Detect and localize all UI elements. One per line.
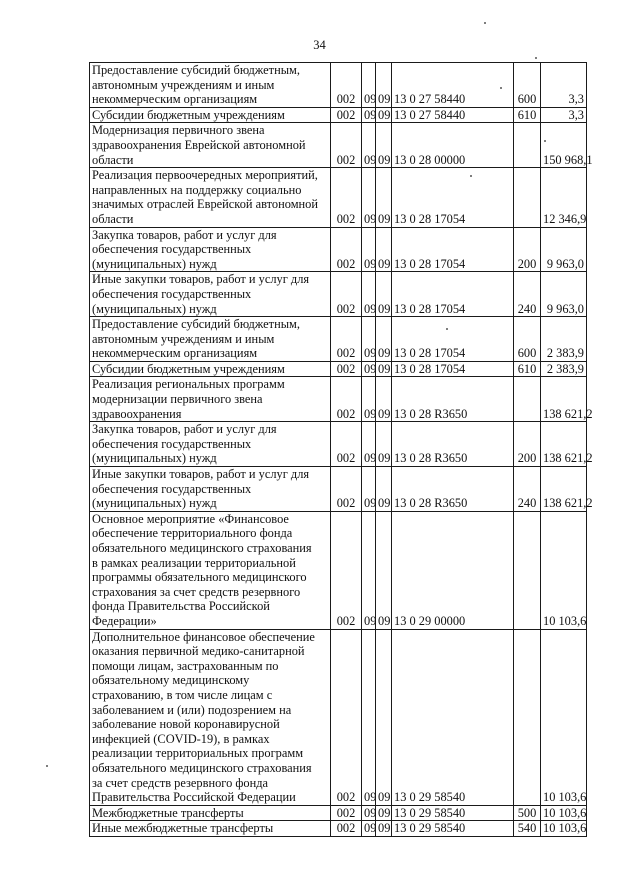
- table-row: [90, 629, 587, 805]
- expense-type-code: 600: [514, 317, 541, 362]
- row-name: Предоставление субсидий бюджетным, автономным учреждениям и иным некоммерческим организациям: [90, 317, 331, 362]
- table-row: [90, 821, 587, 837]
- ministry-code: 002: [331, 467, 362, 512]
- target-article-code: 13 0 28 R3650: [392, 377, 514, 422]
- scan-speck: [535, 57, 537, 59]
- table-row: [90, 361, 587, 377]
- section-code: 09: [362, 317, 376, 362]
- expense-type-code: [514, 511, 541, 629]
- ministry-code: 002: [331, 63, 362, 108]
- section-code: 09: [362, 107, 376, 123]
- amount-value: 10 103,6: [541, 511, 587, 629]
- target-article-code: 13 0 29 58540: [392, 629, 514, 805]
- ministry-code: 002: [331, 227, 362, 272]
- table-row: [90, 805, 587, 821]
- target-article-code: 13 0 29 58540: [392, 805, 514, 821]
- section-code: 09: [362, 377, 376, 422]
- ministry-code: 002: [331, 168, 362, 227]
- target-article-code: 13 0 29 58540: [392, 821, 514, 837]
- subsection-code: 09: [376, 123, 392, 168]
- section-code: 09: [362, 821, 376, 837]
- expense-type-code: 200: [514, 422, 541, 467]
- target-article-code: 13 0 27 58440: [392, 63, 514, 108]
- row-name: Закупка товаров, работ и услуг для обеспечения государственных (муниципальных) нужд: [90, 422, 331, 467]
- expense-type-code: [514, 168, 541, 227]
- row-name: Реализация первоочередных мероприятий, направленных на поддержку социально значимых отраслей Еврейской автономной области: [90, 168, 331, 227]
- section-code: 09: [362, 511, 376, 629]
- ministry-code: 002: [331, 377, 362, 422]
- row-name: Реализация региональных программ модернизации первичного звена здравоохранения: [90, 377, 331, 422]
- section-code: 09: [362, 168, 376, 227]
- section-code: 09: [362, 805, 376, 821]
- row-name: Субсидии бюджетным учреждениям: [90, 107, 331, 123]
- target-article-code: 13 0 28 17054: [392, 227, 514, 272]
- amount-value: 12 346,9: [541, 168, 587, 227]
- scan-speck: [446, 328, 448, 330]
- expense-type-code: 600: [514, 63, 541, 108]
- expense-type-code: 240: [514, 467, 541, 512]
- target-article-code: 13 0 28 17054: [392, 168, 514, 227]
- amount-value: 2 383,9: [541, 361, 587, 377]
- section-code: 09: [362, 63, 376, 108]
- subsection-code: 09: [376, 107, 392, 123]
- table-row: [90, 377, 587, 422]
- row-name: Субсидии бюджетным учреждениям: [90, 361, 331, 377]
- row-name: Модернизация первичного звена здравоохранения Еврейской автономной области: [90, 123, 331, 168]
- target-article-code: 13 0 27 58440: [392, 107, 514, 123]
- expense-type-code: 200: [514, 227, 541, 272]
- table-row: [90, 227, 587, 272]
- row-name: Дополнительное финансовое обеспечение оказания первичной медико-санитарной помощи лицам, застрахованным по обязательному медицинскому страхованию, в том числе лицам с заболеванием и (или) подозрением на заболевание новой коронавирусной инфекцией (COVID-19), в рамках реализации территориальных программ обязательного медицинского страхования за счет средств резервного фонда Правительства Российской Федерации: [90, 629, 331, 805]
- row-name: Предоставление субсидий бюджетным, автономным учреждениям и иным некоммерческим организациям: [90, 63, 331, 108]
- amount-value: 2 383,9: [541, 317, 587, 362]
- expense-type-code: [514, 629, 541, 805]
- section-code: 09: [362, 422, 376, 467]
- amount-value: 138 621,2: [541, 422, 587, 467]
- row-name: Межбюджетные трансферты: [90, 805, 331, 821]
- ministry-code: 002: [331, 317, 362, 362]
- table-row: [90, 63, 587, 108]
- section-code: 09: [362, 361, 376, 377]
- scan-speck: [46, 765, 48, 767]
- ministry-code: 002: [331, 511, 362, 629]
- amount-value: 10 103,6: [541, 805, 587, 821]
- scan-speck: [484, 22, 486, 24]
- subsection-code: 09: [376, 377, 392, 422]
- table-row: [90, 422, 587, 467]
- expense-type-code: 610: [514, 107, 541, 123]
- subsection-code: 09: [376, 272, 392, 317]
- amount-value: 9 963,0: [541, 227, 587, 272]
- subsection-code: 09: [376, 168, 392, 227]
- target-article-code: 13 0 28 00000: [392, 123, 514, 168]
- subsection-code: 09: [376, 805, 392, 821]
- expense-type-code: 610: [514, 361, 541, 377]
- amount-value: 3,3: [541, 63, 587, 108]
- section-code: 09: [362, 467, 376, 512]
- row-name: Иные закупки товаров, работ и услуг для обеспечения государственных (муниципальных) нужд: [90, 467, 331, 512]
- amount-value: 9 963,0: [541, 272, 587, 317]
- expense-type-code: [514, 377, 541, 422]
- ministry-code: 002: [331, 107, 362, 123]
- row-name: Закупка товаров, работ и услуг для обеспечения государственных (муниципальных) нужд: [90, 227, 331, 272]
- target-article-code: 13 0 28 17054: [392, 361, 514, 377]
- expense-type-code: 500: [514, 805, 541, 821]
- table-row: [90, 511, 587, 629]
- ministry-code: 002: [331, 361, 362, 377]
- ministry-code: 002: [331, 629, 362, 805]
- ministry-code: 002: [331, 805, 362, 821]
- subsection-code: 09: [376, 511, 392, 629]
- target-article-code: 13 0 28 17054: [392, 317, 514, 362]
- subsection-code: 09: [376, 821, 392, 837]
- amount-value: 3,3: [541, 107, 587, 123]
- section-code: 09: [362, 227, 376, 272]
- subsection-code: 09: [376, 422, 392, 467]
- scan-speck: [500, 87, 502, 89]
- section-code: 09: [362, 629, 376, 805]
- row-name: Основное мероприятие «Финансовое обеспечение территориального фонда обязательного медицинского страхования в рамках реализации территориальной программы обязательного медицинского страхования за счет средств резервного фонда Правительства Российской Федерации»: [90, 511, 331, 629]
- ministry-code: 002: [331, 821, 362, 837]
- row-name: Иные межбюджетные трансферты: [90, 821, 331, 837]
- expense-type-code: 540: [514, 821, 541, 837]
- scan-speck: [544, 140, 546, 142]
- table-row: [90, 467, 587, 512]
- expense-type-code: 240: [514, 272, 541, 317]
- table-row: [90, 107, 587, 123]
- amount-value: 138 621,2: [541, 467, 587, 512]
- ministry-code: 002: [331, 422, 362, 467]
- row-name: Иные закупки товаров, работ и услуг для обеспечения государственных (муниципальных) нужд: [90, 272, 331, 317]
- budget-table: [89, 62, 593, 837]
- subsection-code: 09: [376, 467, 392, 512]
- subsection-code: 09: [376, 63, 392, 108]
- subsection-code: 09: [376, 317, 392, 362]
- amount-value: 150 968,1: [541, 123, 587, 168]
- amount-value: 10 103,6: [541, 629, 587, 805]
- amount-value: 138 621,2: [541, 377, 587, 422]
- target-article-code: 13 0 28 17054: [392, 272, 514, 317]
- subsection-code: 09: [376, 629, 392, 805]
- table-body: [90, 63, 593, 837]
- page-number: 34: [313, 38, 326, 52]
- subsection-code: 09: [376, 361, 392, 377]
- amount-value: 10 103,6: [541, 821, 587, 837]
- table-row: [90, 123, 587, 168]
- target-article-code: 13 0 28 R3650: [392, 467, 514, 512]
- ministry-code: 002: [331, 123, 362, 168]
- table-row: [90, 317, 587, 362]
- scan-speck: [470, 175, 472, 177]
- table-row: [90, 272, 587, 317]
- section-code: 09: [362, 272, 376, 317]
- subsection-code: 09: [376, 227, 392, 272]
- expense-type-code: [514, 123, 541, 168]
- table-row: [90, 168, 587, 227]
- target-article-code: 13 0 29 00000: [392, 511, 514, 629]
- target-article-code: 13 0 28 R3650: [392, 422, 514, 467]
- section-code: 09: [362, 123, 376, 168]
- ministry-code: 002: [331, 272, 362, 317]
